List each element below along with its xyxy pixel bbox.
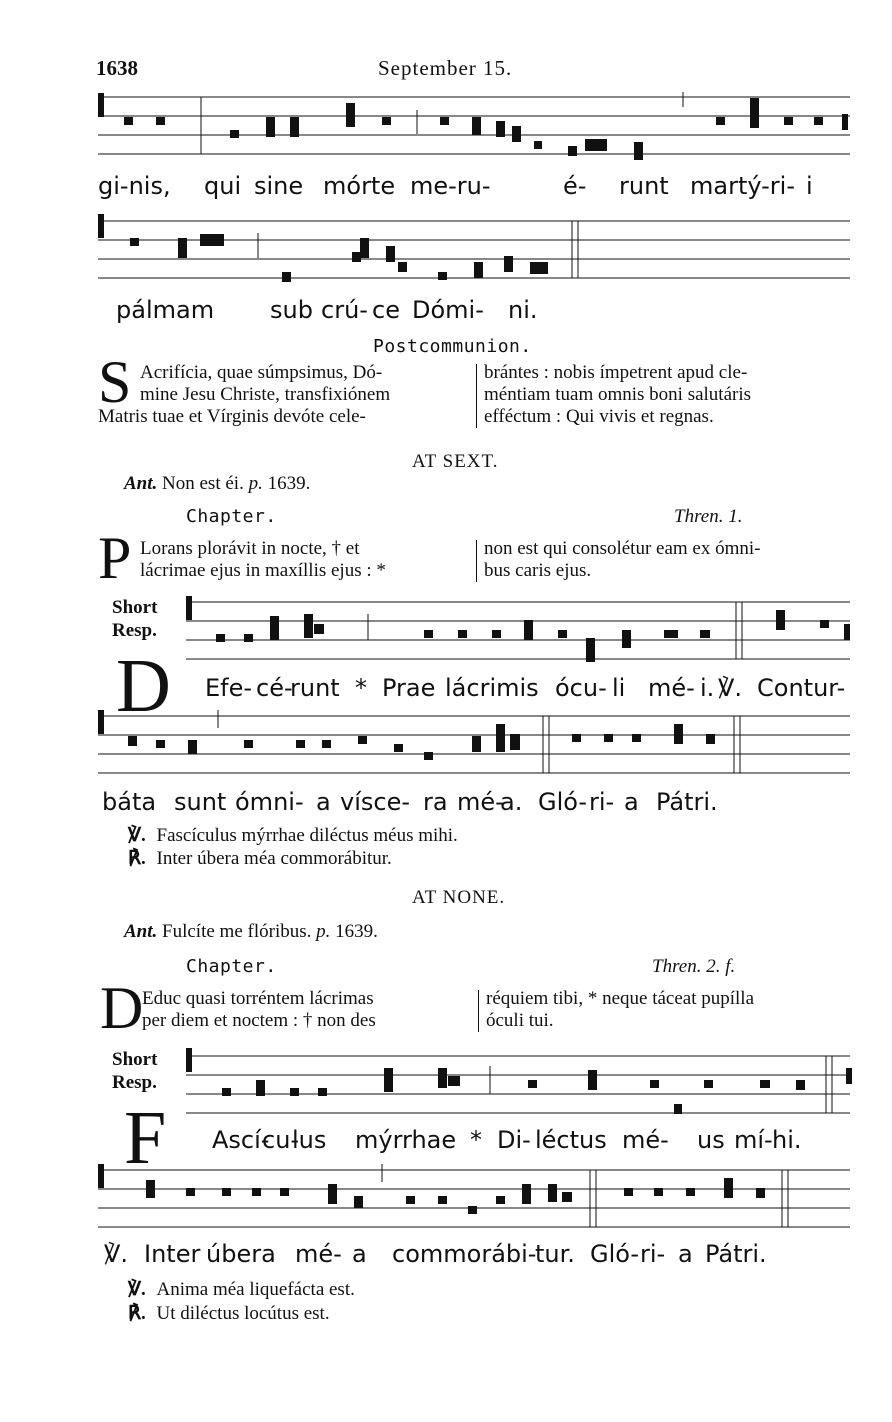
lyric-syllable: Ascí-	[212, 1126, 270, 1154]
lyric-syllable: a.	[500, 788, 523, 816]
text-line: per diem et noctem : † non des	[142, 1010, 376, 1031]
lyric-syllable: ócu-	[555, 674, 607, 702]
postcommunion-title: Postcommunion.	[373, 336, 532, 357]
page-date: September 15.	[378, 56, 513, 80]
lyric-syllable: us	[697, 1126, 725, 1154]
lyric-syllable: Efe-	[205, 674, 253, 702]
sext-chapter-ref: Thren. 1.	[674, 506, 743, 527]
antiphon-page-label: p.	[248, 473, 263, 494]
lyric-syllable: sunt	[174, 788, 227, 816]
lyric-syllable: a	[678, 1240, 693, 1268]
lyric-syllable: hi.	[772, 1126, 802, 1154]
sext-versicle	[128, 824, 458, 847]
lyric-syllable: ómni-	[235, 788, 304, 816]
lyric-syllable: Contur-	[757, 674, 846, 702]
versicle-symbol: ℣.	[718, 674, 743, 702]
lyric-syllable: ri-	[589, 788, 615, 816]
lyric-syllable: a	[352, 1240, 367, 1268]
lyric-syllable: i	[806, 172, 813, 200]
lyric-syllable: commorábi-	[392, 1240, 537, 1268]
versicle-symbol: ℣.	[104, 1240, 129, 1268]
lyric-syllable: li	[612, 674, 626, 702]
response-symbol: ℟.	[128, 848, 146, 869]
versicle-symbol: ℣.	[128, 825, 146, 846]
lyric-syllable: pálmam	[116, 296, 215, 324]
sext-resp-drop-cap: D	[116, 644, 171, 728]
antiphon-page-label: p.	[316, 921, 331, 942]
lyric-syllable: ni.	[508, 296, 538, 324]
antiphon-page: 1639.	[335, 921, 378, 942]
none-chapter-right	[486, 988, 754, 1032]
lyric-syllable: me-ru-	[410, 172, 491, 200]
lyric-syllable: mé-	[648, 674, 695, 702]
lyric-syllable: vísce-	[340, 788, 410, 816]
sext-title: AT SEXT.	[412, 451, 499, 472]
lyric-syllable: sine	[254, 172, 304, 200]
lyric-syllable: léctus	[535, 1126, 607, 1154]
lyric-syllable: *	[355, 674, 367, 702]
postcommunion-left-column	[98, 362, 470, 428]
lyric-syllable: ra	[423, 788, 448, 816]
postcommunion-drop-cap: S	[98, 349, 132, 415]
text-line: Acrifícia, quae súmpsimus, Dó-	[140, 362, 383, 383]
lyric-syllable: mé-	[622, 1126, 669, 1154]
lyric-syllable: i.	[700, 674, 715, 702]
response-text: Inter úbera méa commorábitur.	[156, 848, 392, 869]
text-line: réquiem tibi, * neque táceat pupílla	[486, 988, 755, 1009]
lyric-syllable: martý-ri-	[690, 172, 795, 200]
none-chapter-left	[142, 988, 376, 1032]
lyric-syllable: mýrrhae	[355, 1126, 457, 1154]
none-drop-cap: D	[100, 975, 144, 1041]
none-response	[128, 1302, 330, 1325]
resp-label: Resp.	[112, 620, 157, 641]
response-symbol: ℟.	[128, 1303, 146, 1324]
antiphon-text: Fulcíte me flóribus.	[162, 921, 312, 942]
text-line: non est qui consolétur eam ex ómni-	[484, 538, 761, 559]
lyric-syllable: mé-	[457, 788, 504, 816]
sext-drop-cap: P	[98, 525, 132, 591]
lyric-syllable: runt	[290, 674, 340, 702]
lyric-syllable: crú-	[321, 296, 368, 324]
text-line: lácrimae ejus in maxíllis ejus : *	[140, 560, 386, 581]
text-line: efféctum : Qui vivis et regnas.	[484, 406, 714, 427]
versicle-symbol: ℣.	[128, 1279, 146, 1300]
none-chapter-ref: Thren. 2. f.	[652, 956, 736, 977]
lyric-syllable: é-	[563, 172, 587, 200]
sext-response	[128, 847, 392, 870]
column-divider	[478, 990, 479, 1032]
lyric-syllable: tur.	[535, 1240, 575, 1268]
sext-antiphon	[124, 473, 310, 495]
lyric-syllable: qui	[204, 172, 242, 200]
lyric-syllable: Pátri.	[705, 1240, 767, 1268]
antiphon-text: Non est éi.	[162, 473, 244, 494]
text-line: Matris tuae et Vírginis devóte cele-	[98, 406, 366, 427]
versicle-text: Fascículus mýrrhae diléctus méus mihi.	[156, 825, 458, 846]
lyric-syllable: a	[316, 788, 331, 816]
lyric-syllable: lácrimis	[445, 674, 539, 702]
antiphon-page: 1639.	[267, 473, 311, 494]
lyric-syllable: a	[624, 788, 639, 816]
lyric-syllable: ce	[372, 296, 400, 324]
antiphon-label: Ant.	[124, 921, 158, 942]
lyric-syllable: mé-	[295, 1240, 342, 1268]
short-label: Short	[112, 597, 158, 618]
resp-label: Resp.	[112, 1072, 157, 1093]
lyric-syllable: runt	[619, 172, 669, 200]
lyric-syllable: Prae	[382, 674, 436, 702]
lyric-syllable: sub	[270, 296, 313, 324]
text-line: méntiam tuam omnis boni salutáris	[484, 384, 752, 405]
lyric-syllable: gi-nis,	[98, 172, 171, 200]
none-chapter-label: Chapter.	[186, 956, 277, 977]
short-resp-label	[112, 1048, 157, 1094]
lyric-syllable: mórte	[323, 172, 396, 200]
lyric-syllable: Gló-	[538, 788, 588, 816]
lyric-syllable: lus	[292, 1126, 327, 1154]
text-line: mine Jesu Christe, transfixiónem	[140, 384, 391, 405]
antiphon-label: Ant.	[124, 473, 158, 494]
postcommunion-right-column	[484, 362, 854, 428]
lyric-syllable: báta	[102, 788, 157, 816]
lyric-syllable: cé-	[256, 674, 293, 702]
versicle-text: Anima méa liquefácta est.	[156, 1279, 355, 1300]
lyric-syllable: cu-	[262, 1126, 300, 1154]
none-antiphon	[124, 921, 378, 943]
sext-chapter-left	[140, 538, 386, 582]
page-number: 1638	[96, 56, 138, 80]
lyric-syllable: Gló-	[590, 1240, 640, 1268]
lyric-syllable: *	[470, 1126, 482, 1154]
short-label: Short	[112, 1049, 158, 1070]
lyric-syllable: úbera	[206, 1240, 276, 1268]
lyric-syllable: ri-	[640, 1240, 666, 1268]
lyric-syllable: Pátri.	[656, 788, 718, 816]
column-divider	[476, 540, 477, 582]
sext-chapter-right	[484, 538, 761, 582]
lyric-syllable: Dómi-	[412, 296, 484, 324]
response-text: Ut diléctus locútus est.	[156, 1303, 330, 1324]
lyric-syllable: mí-	[734, 1126, 773, 1154]
text-line: Educ quasi torréntem lácrimas	[142, 988, 374, 1009]
short-resp-label	[112, 596, 157, 642]
none-versicle	[128, 1278, 355, 1301]
text-line: brántes : nobis ímpetrent apud cle-	[484, 362, 748, 383]
text-line: Lorans plorávit in nocte, † et	[140, 538, 360, 559]
none-title: AT NONE.	[412, 887, 506, 908]
lyric-syllable: Di-	[497, 1126, 531, 1154]
text-line: óculi tui.	[486, 1010, 554, 1031]
lyric-syllable: Inter	[144, 1240, 201, 1268]
text-line: bus caris ejus.	[484, 560, 592, 581]
sext-chapter-label: Chapter.	[186, 506, 277, 527]
none-resp-drop-cap: F	[124, 1096, 167, 1180]
column-divider	[476, 364, 477, 428]
